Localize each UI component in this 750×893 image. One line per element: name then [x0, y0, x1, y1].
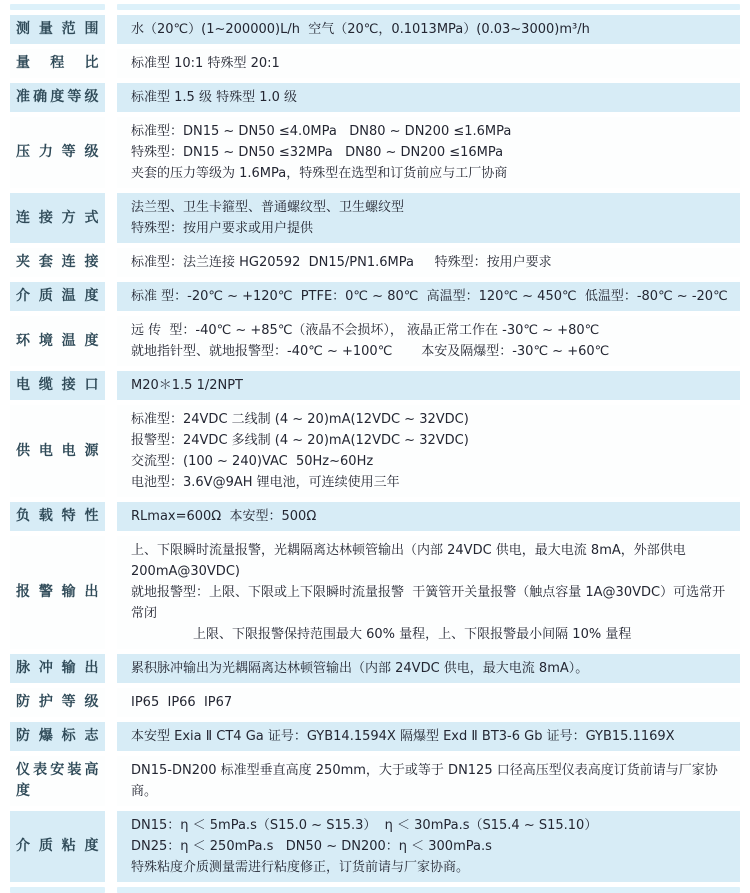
- spec-content-cell: [117, 502, 740, 531]
- spec-label-cell: [10, 316, 105, 366]
- spec-row: [10, 15, 740, 44]
- spec-line: 标准型：DN15 ~ DN50 ≤4.0MPa DN80 ~ DN200 ≤1.6MPa: [131, 124, 512, 139]
- top-border-label-cell: [10, 4, 105, 10]
- spec-row: [10, 248, 740, 277]
- spec-line: IP65 IP66 IP67: [131, 695, 233, 710]
- spec-content-cell: [117, 811, 740, 882]
- spec-line: 标准 型：-20℃ ~ +120℃ PTFE：0℃ ~ 80℃ 高温型：120℃ ~ 450℃ 低温型：-80℃ ~ -20℃: [131, 289, 728, 304]
- spec-line: 特殊型：按用户要求或用户提供: [131, 221, 314, 236]
- spec-label-cell: [10, 49, 105, 78]
- spec-line: 特殊粘度介质测量需进行粘度修正，订货前请与厂家协商。: [131, 860, 470, 875]
- spec-label-cell: [10, 15, 105, 44]
- spec-content-cell: [117, 248, 740, 277]
- spec-label: 测量范围: [16, 21, 99, 37]
- spec-content-cell: [117, 654, 740, 683]
- spec-content-cell: [117, 536, 740, 649]
- spec-label: 环境温度: [16, 332, 99, 349]
- spec-content-cell: [117, 405, 740, 497]
- spec-row: [10, 316, 740, 366]
- spec-content-cell: [117, 371, 740, 400]
- spec-line: 上、下限瞬时流量报警，光耦隔离达林顿管输出（内部 24VDC 供电，最大电流 8mA，外部供电 200mA@30VDC): [131, 543, 690, 579]
- top-border-content-cell: [117, 4, 740, 10]
- spec-line: 电池型：3.6V@9AH 锂电池，可连续使用三年: [131, 475, 400, 490]
- spec-label-cell: [10, 811, 105, 882]
- spec-content-cell: [117, 117, 740, 188]
- spec-label: 压力等级: [16, 144, 99, 160]
- spec-row: [10, 282, 740, 311]
- spec-label-cell: [10, 756, 105, 806]
- spec-label-cell: [10, 688, 105, 717]
- spec-label: 电缆接口: [16, 377, 99, 393]
- spec-line: 就地指针型、就地报警型：-40℃ ~ +100℃ 本安及隔爆型：-30℃ ~ +60℃: [131, 344, 610, 359]
- spec-row: [10, 502, 740, 531]
- spec-label-cell: [10, 371, 105, 400]
- spec-line: 交流型：(100 ~ 240)VAC 50Hz~60Hz: [131, 454, 374, 469]
- top-border-strip: [10, 4, 740, 10]
- spec-label: 报警输出: [16, 584, 99, 600]
- spec-label-cell: [10, 536, 105, 649]
- spec-content-cell: [117, 688, 740, 717]
- spec-line: 水（20℃）(1~200000)L/h 空气（20℃，0.1013MPa）(0.03~3000)m³/h: [131, 22, 590, 37]
- spec-row: [10, 756, 740, 806]
- spec-label: 连接方式: [16, 209, 99, 226]
- spec-label: 脉冲输出: [16, 660, 99, 676]
- spec-line: DN15：η ＜ 5mPa.s（S15.0 ~ S15.3） η ＜ 30mPa.s（S15.4 ~ S15.10）: [131, 818, 598, 833]
- spec-label-cell: [10, 502, 105, 531]
- spec-row: [10, 49, 740, 78]
- spec-line: 上限、下限报警保持范围最大 60% 量程，上、下限报警最小间隔 10% 量程: [193, 627, 632, 642]
- spec-label-cell: [10, 83, 105, 112]
- spec-row: [10, 722, 740, 751]
- spec-content-cell: [117, 193, 740, 243]
- spec-label: 准确度等级: [16, 89, 99, 105]
- spec-row: [10, 83, 740, 112]
- spec-label-cell: [10, 405, 105, 497]
- spec-label: 负载特性: [16, 508, 99, 524]
- spec-label: 供电电源: [16, 442, 99, 459]
- spec-content-cell: [117, 722, 740, 751]
- spec-label-cell: [10, 117, 105, 188]
- spec-content-cell: [117, 316, 740, 366]
- spec-label-cell: [10, 282, 105, 311]
- spec-content-cell: [117, 83, 740, 112]
- spec-line: 标准型：法兰连接 HG20592 DN15/PN1.6MPa 特殊型：按用户要求: [131, 255, 552, 270]
- spec-label-cell: [10, 722, 105, 751]
- spec-line: 法兰型、卫生卡箍型、普通螺纹型、卫生螺纹型: [131, 200, 405, 215]
- spec-line: 远 传 型：-40℃ ~ +85℃（液晶不会损坏）， 液晶正常工作在 -30℃ ~ +80℃: [131, 323, 600, 338]
- spec-content-cell: [117, 49, 740, 78]
- spec-content-cell: [117, 282, 740, 311]
- spec-line: M20＊1.5 1/2NPT: [131, 378, 243, 393]
- spec-line: 标准型 1.5 级 特殊型 1.0 级: [131, 90, 298, 105]
- spec-row: [10, 193, 740, 243]
- spec-row: [10, 688, 740, 717]
- spec-line: 标准型：24VDC 二线制 (4 ~ 20)mA(12VDC ~ 32VDC): [131, 412, 469, 427]
- bottom-border-strip: [10, 887, 740, 893]
- spec-line: 特殊型：DN15 ~ DN50 ≤32MPa DN80 ~ DN200 ≤16MPa: [131, 145, 504, 160]
- spec-label: 夹套连接: [16, 254, 99, 270]
- spec-row: [10, 371, 740, 400]
- spec-line: RLmax=600Ω 本安型：500Ω: [131, 509, 317, 524]
- spec-line: 累积脉冲输出为光耦隔离达林顿管输出（内部 24VDC 供电，最大电流 8mA）。: [131, 661, 589, 676]
- spec-label: 介质粘度: [16, 838, 99, 854]
- bottom-border-content-cell: [117, 887, 740, 893]
- spec-line: 就地报警型：上限、下限或上下限瞬时流量报警 干簧管开关量报警（触点容量 1A@30VDC）可选常开常闭: [131, 585, 726, 621]
- spec-line: 报警型：24VDC 多线制 (4 ~ 20)mA(12VDC ~ 32VDC): [131, 433, 469, 448]
- spec-content-cell: [117, 756, 740, 806]
- spec-row: [10, 654, 740, 683]
- spec-line: 本安型 Exia Ⅱ CT4 Ga 证号：GYB14.1594X 隔爆型 Exd Ⅱ BT3-6 Gb 证号：GYB15.1169X: [131, 729, 675, 744]
- spec-label: 介质温度: [16, 288, 99, 304]
- spec-line: 标准型 10:1 特殊型 20:1: [131, 56, 280, 71]
- spec-content-cell: [117, 15, 740, 44]
- spec-label: 量程比: [16, 55, 99, 71]
- bottom-border-label-cell: [10, 887, 105, 893]
- spec-line: 夹套的压力等级为 1.6MPa，特殊型在选型和订货前应与工厂协商: [131, 166, 508, 181]
- spec-label: 仪表安装高度: [16, 762, 99, 799]
- spec-row: [10, 117, 740, 188]
- spec-label-cell: [10, 654, 105, 683]
- spec-line: DN25：η ＜ 250mPa.s DN50 ~ DN200：η ＜ 300mPa.s: [131, 839, 492, 854]
- spec-label: 防护等级: [16, 694, 99, 710]
- spec-row: [10, 811, 740, 882]
- spec-label-cell: [10, 193, 105, 243]
- spec-label-cell: [10, 248, 105, 277]
- spec-row: [10, 536, 740, 649]
- spec-line: DN15-DN200 标准型垂直高度 250mm，大于或等于 DN125 口径高压型仪表高度订货前请与厂家协商。: [131, 763, 718, 799]
- spec-label: 防爆标志: [16, 728, 99, 744]
- spec-row: [10, 405, 740, 497]
